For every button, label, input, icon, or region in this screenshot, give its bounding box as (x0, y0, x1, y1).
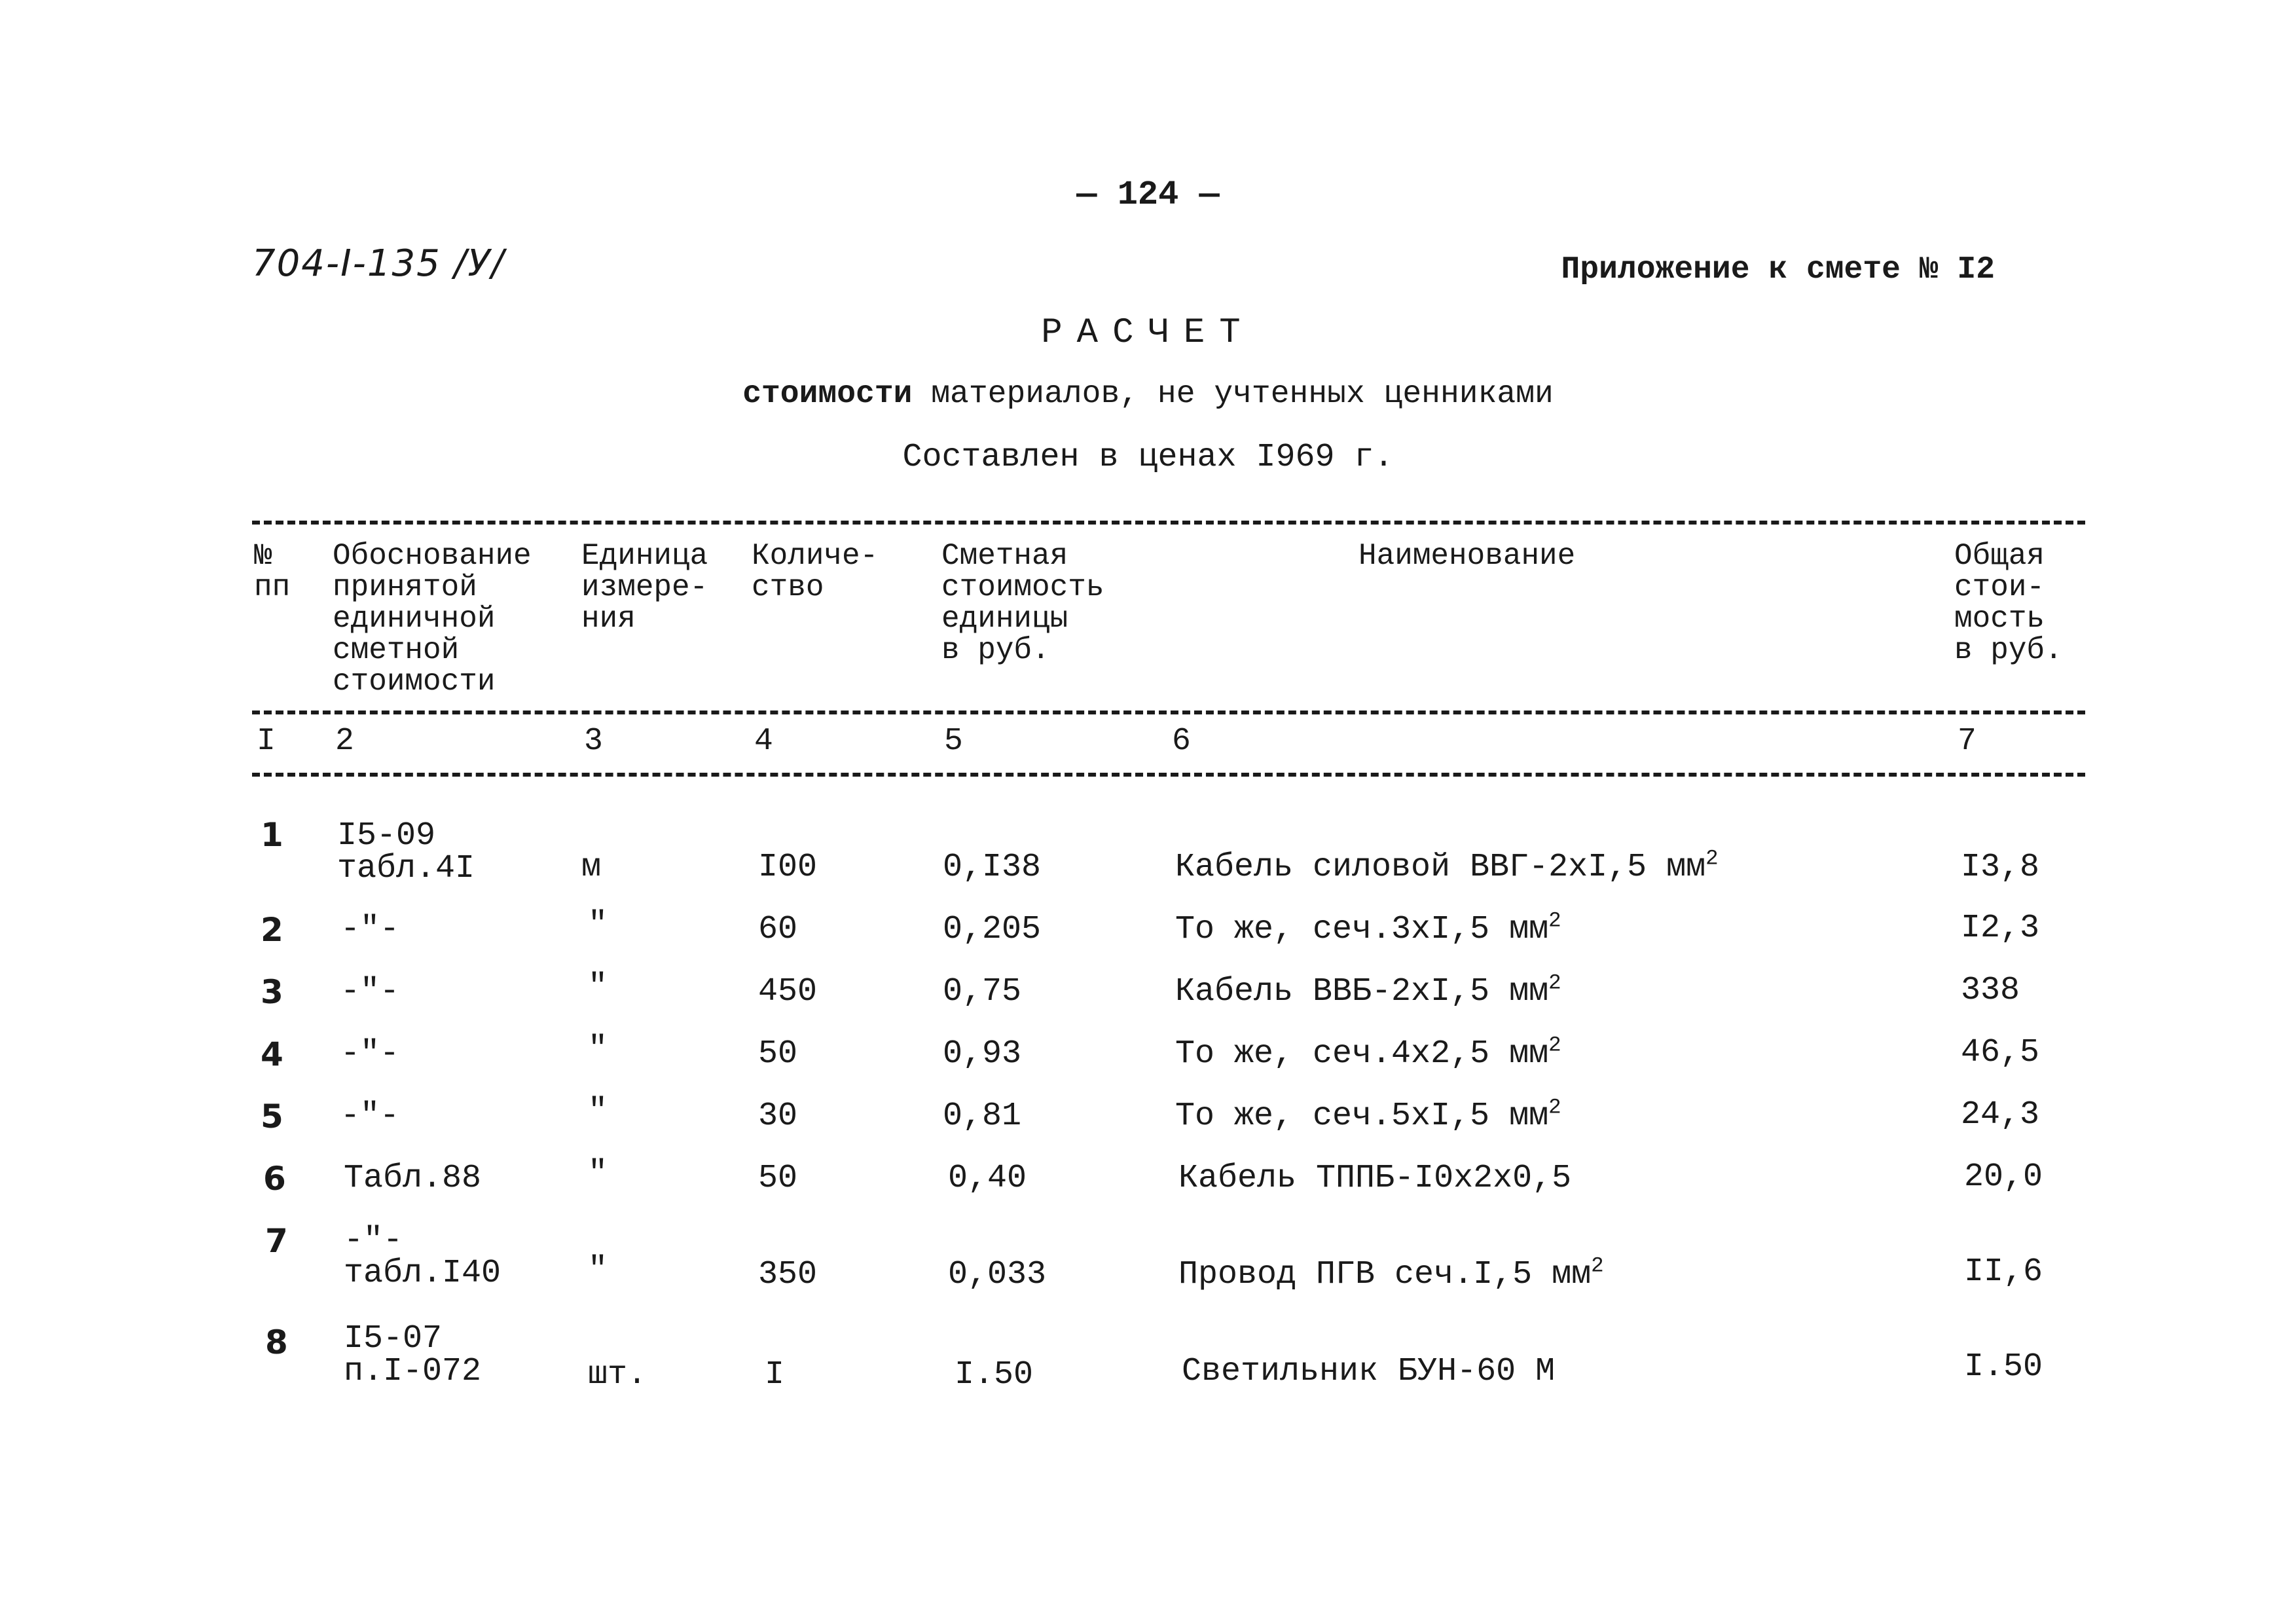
row-3-name (1175, 970, 1561, 1010)
row-1-name (1175, 846, 1719, 886)
document-title: РАСЧЕТ (1041, 313, 1255, 353)
row-7-unit-cost: 0,033 (948, 1256, 1047, 1293)
row-3-name-superscript: 2 (1548, 970, 1561, 995)
row-6-total: 20,0 (1964, 1158, 2043, 1196)
row-5-quantity: 30 (758, 1098, 798, 1135)
row-8-name (1182, 1353, 1556, 1390)
row-4-name (1175, 1033, 1561, 1073)
document-subtitle (0, 377, 2296, 412)
row-5-total: 24,3 (1961, 1096, 2040, 1134)
column-header-total: Общая стои- мость в руб. (1954, 539, 2063, 667)
column-number-4: 4 (754, 724, 773, 759)
row-3-total: 338 (1961, 972, 2020, 1009)
row-6-number: 6 (263, 1160, 286, 1198)
page-number: — 124 — (1076, 175, 1220, 214)
row-3-unit: " (588, 969, 608, 1006)
row-1-basis: I5-09 табл.4I (337, 817, 475, 887)
row-6-name-text: Кабель ТППБ-I0х2х0,5 (1178, 1160, 1572, 1197)
row-3-quantity: 450 (758, 973, 818, 1010)
row-7-basis: -"- табл.I40 (344, 1222, 501, 1292)
appendix-label: Приложение к смете № I2 (1561, 252, 1995, 287)
row-2-basis: -"- (340, 911, 400, 948)
row-7-number: 7 (265, 1222, 288, 1260)
row-8-quantity: I (765, 1356, 785, 1393)
row-1-unit-cost: 0,I38 (943, 849, 1042, 886)
column-number-1: I (257, 724, 276, 759)
row-4-unit: " (588, 1031, 608, 1068)
document-code: 704-I-135 /У/ (252, 242, 505, 285)
row-5-name-superscript: 2 (1548, 1095, 1561, 1120)
row-1-number: 1 (261, 816, 283, 854)
row-4-name-superscript: 2 (1548, 1033, 1561, 1058)
row-3-number: 3 (261, 973, 283, 1011)
row-5-number: 5 (261, 1098, 283, 1135)
row-2-name (1175, 908, 1561, 948)
row-6-unit-cost: 0,40 (948, 1160, 1027, 1197)
row-7-total: II,6 (1964, 1253, 2043, 1291)
header-bottom-rule (252, 710, 2085, 714)
row-2-total: I2,3 (1961, 910, 2040, 947)
row-7-unit: " (588, 1251, 608, 1289)
column-header-unit-cost: Сметная стоимость единицы в руб. (941, 539, 1104, 667)
table-top-rule (252, 521, 2085, 525)
row-5-unit-cost: 0,81 (943, 1098, 1022, 1135)
row-7-name-superscript: 2 (1591, 1253, 1604, 1278)
row-4-basis: -"- (340, 1035, 400, 1073)
row-6-unit: " (588, 1155, 608, 1192)
column-number-2: 2 (335, 724, 354, 759)
row-5-unit: " (588, 1093, 608, 1130)
row-2-unit: " (588, 906, 608, 944)
subtitle-bold-part: стоимости (742, 377, 913, 412)
row-4-quantity: 50 (758, 1035, 798, 1073)
row-8-total: I.50 (1964, 1348, 2043, 1386)
column-header-number: № пп (254, 539, 291, 604)
row-2-number: 2 (261, 911, 283, 949)
column-number-7: 7 (1958, 724, 1977, 759)
row-5-name-text: То же, сеч.5хI,5 мм (1175, 1098, 1549, 1135)
column-number-3: 3 (584, 724, 603, 759)
column-numbers-rule (252, 773, 2085, 777)
row-3-unit-cost: 0,75 (943, 973, 1022, 1010)
row-5-name (1175, 1095, 1561, 1135)
row-7-quantity: 350 (758, 1256, 818, 1293)
row-8-unit-cost: I.50 (955, 1356, 1034, 1393)
column-header-basis: Обоснование принятой единичной сметной стоимости (333, 539, 532, 699)
row-2-unit-cost: 0,205 (943, 911, 1042, 948)
subtitle-rest: материалов, не учтенных ценниками (912, 377, 1554, 412)
row-8-number: 8 (265, 1323, 288, 1361)
column-header-name: Наименование (1358, 539, 1576, 573)
row-4-number: 4 (261, 1035, 283, 1073)
row-1-quantity: I00 (758, 849, 818, 886)
row-2-quantity: 60 (758, 911, 798, 948)
row-6-basis: Табл.88 (344, 1160, 482, 1197)
row-1-unit: м (581, 849, 602, 886)
row-6-quantity: 50 (758, 1160, 798, 1197)
row-2-name-text: То же, сеч.3хI,5 мм (1175, 911, 1549, 948)
row-3-name-text: Кабель ВВБ-2хI,5 мм (1175, 973, 1549, 1010)
column-header-unit: Единица измере- ния (581, 539, 708, 636)
row-8-name-text: Светильник БУН-60 М (1182, 1353, 1556, 1390)
row-7-name (1178, 1253, 1604, 1293)
row-7-name-text: Провод ПГВ сеч.I,5 мм (1178, 1256, 1592, 1293)
price-basis-note: Составлен в ценах I969 г. (902, 439, 1394, 476)
row-4-name-text: То же, сеч.4х2,5 мм (1175, 1035, 1549, 1073)
row-4-unit-cost: 0,93 (943, 1035, 1022, 1073)
column-header-quantity: Количе- ство (752, 539, 879, 604)
row-8-unit: шт. (588, 1356, 647, 1393)
row-1-total: I3,8 (1961, 849, 2040, 886)
row-2-name-superscript: 2 (1548, 908, 1561, 933)
row-6-name (1178, 1162, 1571, 1195)
row-3-basis: -"- (340, 973, 400, 1010)
row-1-name-text: Кабель силовой ВВГ-2хI,5 мм (1175, 849, 1706, 886)
column-number-5: 5 (944, 724, 963, 759)
row-1-name-superscript: 2 (1705, 846, 1719, 871)
column-number-6: 6 (1172, 724, 1191, 759)
row-4-total: 46,5 (1961, 1034, 2040, 1071)
row-8-basis: I5-07 п.I-072 (344, 1320, 482, 1390)
row-5-basis: -"- (340, 1098, 400, 1135)
